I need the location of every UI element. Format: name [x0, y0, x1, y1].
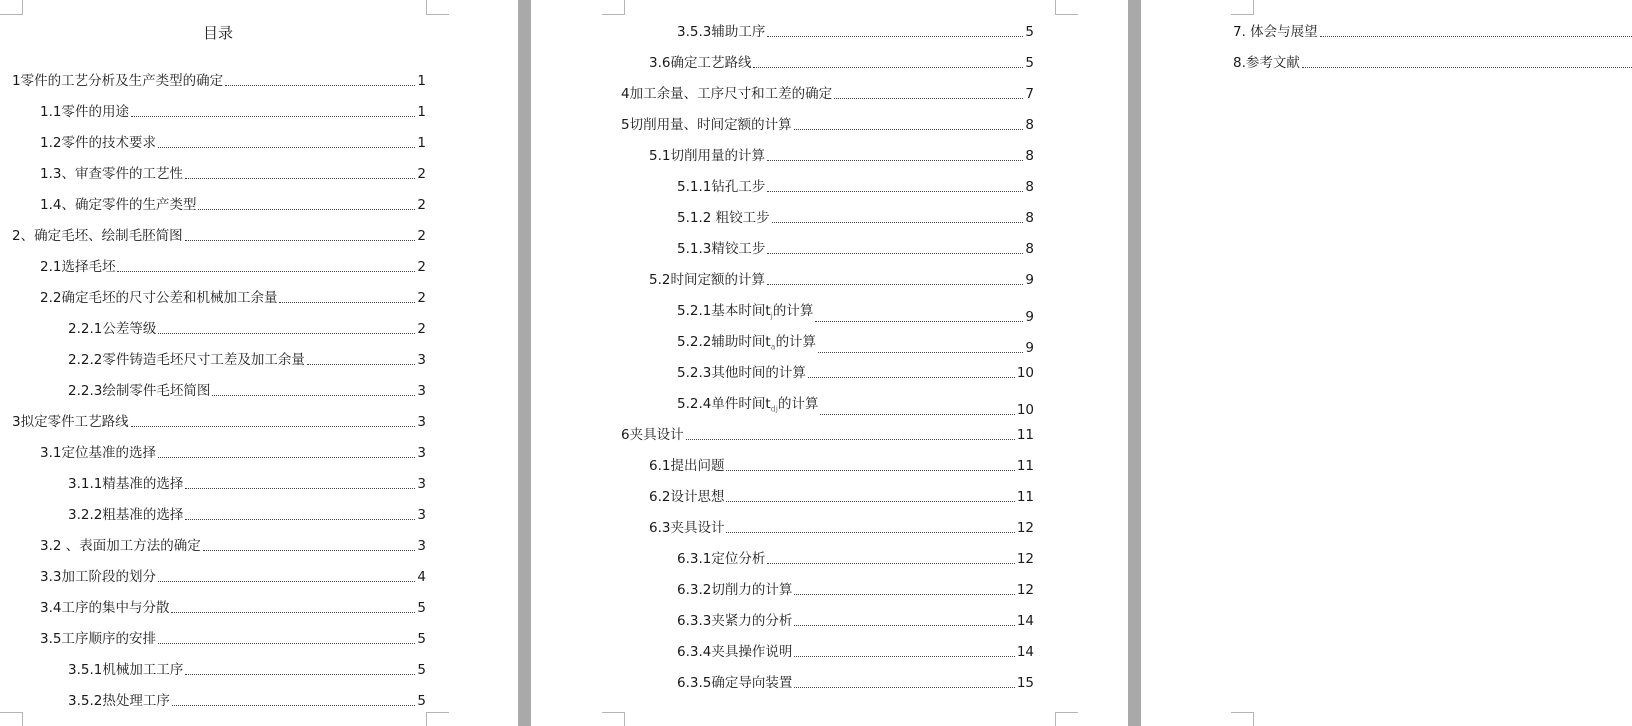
toc-entry-text: 2.2.2零件铸造毛坯尺寸工差及加工余量: [68, 352, 305, 368]
toc-entry[interactable]: [68, 506, 426, 524]
page-corner-mark: [1231, 0, 1254, 15]
toc-entry-text: 1.4、确定零件的生产类型: [40, 197, 197, 213]
toc-entry-page: 9: [1025, 308, 1034, 325]
toc-entry-text: 5.2.1基本时间$t_j$的计算: [677, 303, 814, 321]
toc-entry[interactable]: [649, 54, 1034, 72]
toc-entry-page: 5: [417, 693, 426, 709]
toc-leader: [171, 612, 415, 613]
toc-entry[interactable]: [677, 333, 1034, 357]
toc-leader: [794, 594, 1014, 595]
toc-leader: [131, 116, 415, 117]
toc-leader: [772, 222, 1024, 223]
toc-entry-page: 4: [417, 569, 426, 585]
toc-leader: [767, 191, 1023, 192]
toc-entry-page: 3: [417, 507, 426, 523]
toc-entry-page: 5: [417, 662, 426, 678]
toc-entry[interactable]: [1233, 23, 1632, 41]
toc-leader: [158, 643, 415, 644]
toc-entry-page: 3: [417, 445, 426, 461]
page-corner-mark: [1055, 0, 1078, 15]
toc-leader: [834, 98, 1023, 99]
toc-entry-text: 3.5.3辅助工序: [677, 24, 766, 40]
toc-entry-text: 6.3.2切削力的计算: [677, 582, 793, 598]
toc-leader: [726, 470, 1014, 471]
toc-leader: [158, 457, 415, 458]
toc-entry-text: 6.3.1定位分析: [677, 551, 766, 567]
toc-entry-text: 2、确定毛坯、绘制毛胚简图: [12, 228, 183, 244]
toc-entry[interactable]: [677, 302, 1034, 326]
toc-entry[interactable]: [621, 116, 1034, 134]
toc-leader: [1302, 67, 1632, 68]
toc-leader: [794, 656, 1014, 657]
toc-entry-page: 11: [1016, 458, 1034, 474]
toc-entry[interactable]: [68, 382, 426, 400]
toc-entry-text: 5切削用量、时间定额的计算: [621, 117, 792, 133]
toc-entry-page: 1: [417, 135, 426, 151]
toc-entry-page: 5: [417, 631, 426, 647]
toc-entry-page: 8: [1025, 117, 1034, 133]
page-corner-mark: [426, 0, 449, 15]
toc-leader: [686, 439, 1015, 440]
toc-entry[interactable]: [12, 72, 426, 90]
toc-entry-text: 3.3加工阶段的划分: [40, 569, 156, 585]
toc-leader: [726, 532, 1014, 533]
toc-entry-page: 5: [1025, 24, 1034, 40]
toc-entry[interactable]: [621, 426, 1034, 444]
toc-entry[interactable]: [40, 134, 426, 152]
toc-leader: [158, 147, 415, 148]
toc-leader: [767, 160, 1023, 161]
toc-entry-page: 11: [1016, 489, 1034, 505]
toc-entry-page: 10: [1016, 365, 1034, 381]
toc-entry[interactable]: [12, 413, 426, 431]
toc-entry[interactable]: [40, 630, 426, 648]
toc-entry[interactable]: [12, 227, 426, 245]
toc-entry[interactable]: [677, 395, 1034, 419]
toc-leader: [767, 563, 1014, 564]
toc-entry[interactable]: [68, 320, 426, 338]
toc-entry-text: 5.2.4单件时间$t_{dj}$的计算: [677, 396, 819, 414]
toc-entry-text: 1零件的工艺分析及生产类型的确定: [12, 73, 224, 89]
toc-entry-page: 8: [1025, 148, 1034, 164]
toc-entry-page: 9: [1025, 339, 1034, 356]
toc-entry-page: 2: [417, 197, 426, 213]
page-corner-mark: [1231, 712, 1254, 726]
toc-entry-text: 6.2设计思想: [649, 489, 725, 505]
toc-entry-page: 1: [417, 104, 426, 120]
toc-entry-page: 15: [1016, 675, 1034, 691]
toc-leader: [794, 129, 1024, 130]
toc-entry-text: 3.2.2粗基准的选择: [68, 507, 184, 523]
toc-leader: [1320, 36, 1632, 37]
toc-entry[interactable]: [1233, 54, 1632, 72]
toc-entry[interactable]: [677, 581, 1034, 599]
page-corner-mark: [0, 0, 23, 15]
toc-entry[interactable]: [677, 364, 1034, 382]
toc-entry[interactable]: [677, 178, 1034, 196]
toc-entry-page: 3: [417, 383, 426, 399]
toc-entry[interactable]: [68, 692, 426, 710]
toc-entry-page: 3: [417, 476, 426, 492]
toc-entry-text: 6.3.4夹具操作说明: [677, 644, 793, 660]
toc-leader: [767, 36, 1023, 37]
document-page-2: [531, 0, 1128, 726]
toc-entry-page: 2: [417, 259, 426, 275]
toc-entry-text: 4加工余量、工序尺寸和工差的确定: [621, 86, 833, 102]
toc-entry[interactable]: [40, 537, 426, 555]
toc-entry-text: 3拟定零件工艺路线: [12, 414, 129, 430]
toc-entry-text: 3.6确定工艺路线: [649, 55, 752, 71]
toc-leader: [307, 364, 416, 365]
toc-entry-text: 6.3夹具设计: [649, 520, 725, 536]
toc-leader: [794, 687, 1014, 688]
toc-entry-text: 1.2零件的技术要求: [40, 135, 156, 151]
toc-leader: [131, 426, 416, 427]
toc-entry-page: 2: [417, 321, 426, 337]
toc-entry-page: 3: [417, 414, 426, 430]
page-corner-mark: [1055, 712, 1078, 726]
toc-entry[interactable]: [68, 351, 426, 369]
toc-leader: [808, 377, 1015, 378]
toc-entry-page: 5: [417, 600, 426, 616]
toc-entry[interactable]: [40, 599, 426, 617]
toc-entry-text: 6.3.5确定导向装置: [677, 675, 793, 691]
toc-entry[interactable]: [677, 643, 1034, 661]
toc-entry-page: 2: [417, 228, 426, 244]
toc-leader: [203, 550, 416, 551]
toc-entry[interactable]: [677, 23, 1034, 41]
toc-leader: [198, 209, 415, 210]
toc-entry-page: 2: [417, 166, 426, 182]
toc-entry[interactable]: [40, 289, 426, 307]
toc-entry[interactable]: [40, 103, 426, 121]
toc-entry-text: 2.2确定毛坯的尺寸公差和机械加工余量: [40, 290, 278, 306]
toc-leader: [818, 352, 1023, 353]
toc-entry-page: 5: [1025, 55, 1034, 71]
toc-entry-text: 5.1.2 粗铰工步: [677, 210, 770, 226]
toc-entry-page: 2: [417, 290, 426, 306]
toc-entry-text: 6夹具设计: [621, 427, 684, 443]
toc-entry-text: 3.1.1精基准的选择: [68, 476, 184, 492]
toc-entry-text: 1.1零件的用途: [40, 104, 129, 120]
toc-entry-page: 9: [1025, 272, 1034, 288]
toc-leader: [279, 302, 415, 303]
toc-entry-page: 14: [1016, 613, 1034, 629]
toc-leader: [212, 395, 415, 396]
toc-entry-text: 3.5.1机械加工工序: [68, 662, 184, 678]
toc-leader: [185, 178, 415, 179]
toc-entry-text: 2.2.3绘制零件毛坯简图: [68, 383, 211, 399]
toc-leader: [726, 501, 1014, 502]
toc-entry[interactable]: [649, 147, 1034, 165]
toc-leader: [117, 271, 415, 272]
toc-entry-page: 14: [1016, 644, 1034, 660]
document-page-1: [0, 0, 518, 726]
toc-entry-page: 12: [1016, 551, 1034, 567]
toc-entry[interactable]: [677, 674, 1034, 692]
toc-entry-text: 5.1.1钻孔工步: [677, 179, 766, 195]
toc-entry[interactable]: [649, 457, 1034, 475]
toc-entry-page: 11: [1016, 427, 1034, 443]
toc-entry-text: 6.1提出问题: [649, 458, 725, 474]
toc-entry-text: 3.2 、表面加工方法的确定: [40, 538, 201, 554]
toc-entry-text: 7. 体会与展望: [1233, 24, 1318, 40]
page-corner-mark: [426, 712, 449, 726]
toc-entry[interactable]: [677, 209, 1034, 227]
toc-entry[interactable]: [40, 568, 426, 586]
toc-entry-text: 5.2.2辅助时间$t_a$的计算: [677, 334, 817, 352]
toc-entry[interactable]: [40, 258, 426, 276]
toc-entry[interactable]: [68, 475, 426, 493]
toc-entry[interactable]: [677, 550, 1034, 568]
toc-entry[interactable]: [40, 444, 426, 462]
toc-entry-page: 10: [1016, 401, 1034, 418]
toc-entry-text: 5.2时间定额的计算: [649, 272, 765, 288]
toc-leader: [794, 625, 1014, 626]
toc-entry[interactable]: [649, 519, 1034, 537]
toc-entry[interactable]: [677, 612, 1034, 630]
toc-entry-text: 6.3.3夹紧力的分析: [677, 613, 793, 629]
toc-leader: [820, 414, 1014, 415]
toc-leader: [158, 333, 415, 334]
page-corner-mark: [602, 712, 625, 726]
toc-entry-text: 5.1.3精铰工步: [677, 241, 766, 257]
toc-entry-page: 12: [1016, 520, 1034, 536]
toc-entry-page: 8: [1025, 179, 1034, 195]
toc-entry-text: 3.1定位基准的选择: [40, 445, 156, 461]
toc-leader: [185, 488, 415, 489]
page-corner-mark: [602, 0, 625, 15]
toc-leader: [185, 519, 415, 520]
toc-leader: [172, 705, 416, 706]
toc-entry-text: 5.1切削用量的计算: [649, 148, 765, 164]
toc-leader: [767, 284, 1023, 285]
toc-entry-text: 3.5.2热处理工序: [68, 693, 170, 709]
toc-leader: [815, 321, 1023, 322]
page-corner-mark: [0, 712, 23, 726]
toc-entry-page: 1: [417, 73, 426, 89]
toc-entry-page: 8: [1025, 241, 1034, 257]
toc-leader: [158, 581, 415, 582]
toc-entry[interactable]: [649, 488, 1034, 506]
document-page-3: [1141, 0, 1632, 726]
toc-entry[interactable]: [40, 165, 426, 183]
toc-leader: [767, 253, 1023, 254]
toc-entry-text: 3.4工序的集中与分散: [40, 600, 170, 616]
toc-entry-page: 8: [1025, 210, 1034, 226]
toc-entry[interactable]: [40, 196, 426, 214]
toc-entry[interactable]: [68, 661, 426, 679]
toc-title: 目录: [203, 24, 234, 42]
toc-entry-text: 2.2.1公差等级: [68, 321, 157, 337]
toc-leader: [185, 240, 416, 241]
toc-entry-page: 12: [1016, 582, 1034, 598]
toc-entry-page: 3: [417, 538, 426, 554]
toc-entry-page: 7: [1025, 86, 1034, 102]
toc-entry-text: 8.参考文献: [1233, 55, 1300, 71]
toc-leader: [225, 85, 415, 86]
toc-entry[interactable]: [621, 85, 1034, 103]
toc-leader: [185, 674, 415, 675]
toc-entry-text: 1.3、审查零件的工艺性: [40, 166, 183, 182]
toc-entry-page: 3: [417, 352, 426, 368]
toc-entry-text: 3.5工序顺序的安排: [40, 631, 156, 647]
toc-entry-text: 5.2.3其他时间的计算: [677, 365, 806, 381]
toc-entry[interactable]: [677, 240, 1034, 258]
toc-leader: [753, 67, 1023, 68]
toc-entry[interactable]: [649, 271, 1034, 289]
toc-entry-text: 2.1选择毛坯: [40, 259, 116, 275]
